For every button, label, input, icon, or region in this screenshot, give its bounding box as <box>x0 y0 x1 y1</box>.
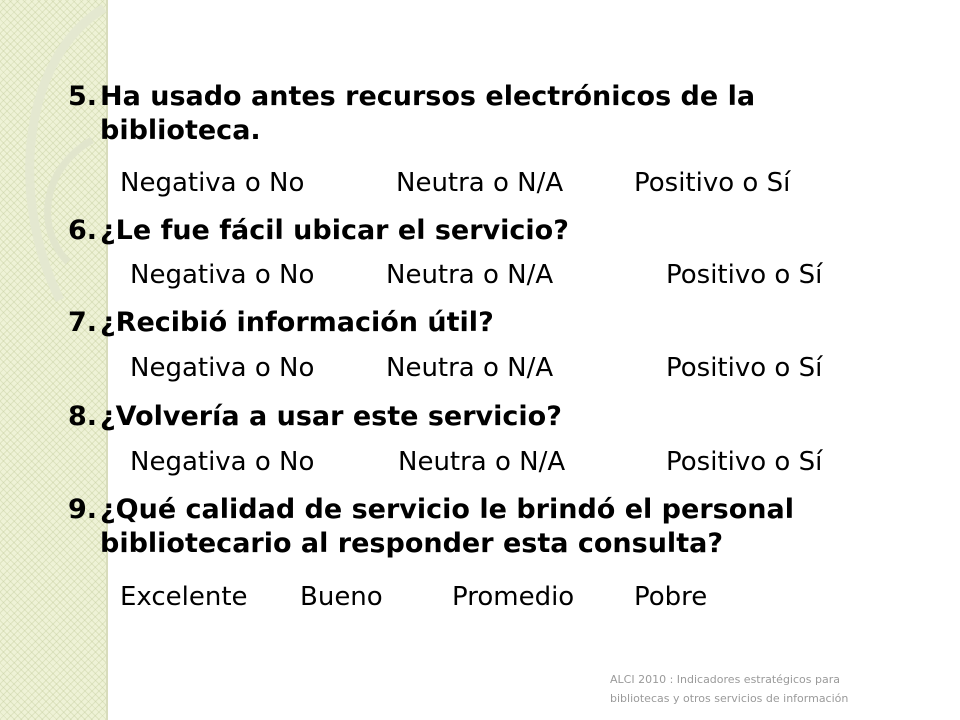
option-positivo: Positivo o Sí <box>666 353 823 383</box>
question-number: 5. <box>68 81 98 112</box>
option-bueno: Bueno <box>300 582 383 612</box>
option-positivo: Positivo o Sí <box>666 447 823 477</box>
option-negativa: Negativa o No <box>120 168 305 198</box>
question-text: Ha usado antes recursos electrónicos de la biblioteca. <box>100 81 756 146</box>
option-negativa: Negativa o No <box>130 353 315 383</box>
question-number: 8. <box>68 401 98 432</box>
option-neutra: Neutra o N/A <box>398 447 566 477</box>
option-negativa: Negativa o No <box>130 260 315 290</box>
option-promedio: Promedio <box>452 582 575 612</box>
option-neutra: Neutra o N/A <box>396 168 564 198</box>
question-text: ¿Le fue fácil ubicar el servicio? <box>100 215 569 246</box>
option-neutra: Neutra o N/A <box>386 353 554 383</box>
question-5 <box>68 80 888 148</box>
question-number: 6. <box>68 215 98 246</box>
question-number: 7. <box>68 307 98 338</box>
question-7 <box>68 306 888 340</box>
question-number: 9. <box>68 494 98 525</box>
question-6 <box>68 214 888 248</box>
option-positivo: Positivo o Sí <box>634 168 791 198</box>
question-text: ¿Volvería a usar este servicio? <box>100 401 562 432</box>
question-8 <box>68 400 888 434</box>
option-neutra: Neutra o N/A <box>386 260 554 290</box>
option-negativa: Negativa o No <box>130 447 315 477</box>
question-9 <box>68 493 888 561</box>
option-positivo: Positivo o Sí <box>666 260 823 290</box>
footer-citation: ALCI 2010 : Indicadores estratégicos para bibliotecas y otros servicios de información <box>610 673 849 705</box>
option-pobre: Pobre <box>634 582 708 612</box>
question-text: ¿Recibió información útil? <box>100 307 494 338</box>
option-excelente: Excelente <box>120 582 248 612</box>
question-text: ¿Qué calidad de servicio le brindó el personal bibliotecario al responder esta consulta? <box>100 494 794 559</box>
